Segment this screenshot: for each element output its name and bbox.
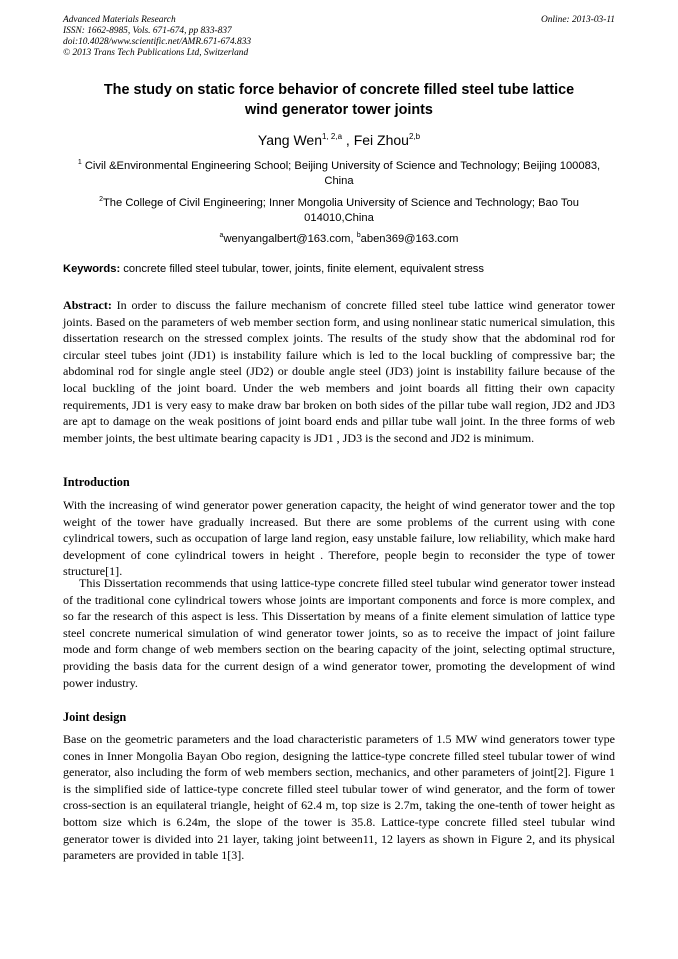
affiliation-2 [63,192,615,226]
keywords-text: concrete filled steel tubular, tower, joints, finite element, equivalent stress [120,263,484,275]
author-separator: , [342,132,354,148]
affiliation-1-mark: 1 [77,159,82,166]
abstract-text: In order to discuss the failure mechanism of concrete filled steel tube lattice wind generator tower joints. Based on the parameters of web member section form, and using nonlinear static numerical simulation, this dissertation research on the stressed complex joints. The results of the study show that the abdominal rod for circular steel tubes joint (JD1) is instability failure which is led to the local buckling of compressive bar; the abdominal rod for single angle steel (JD2) or double angle steel (JD3) joint is instability failure because of the local buckling of the joint board. Under the web members and joint boards all fitting their own capacity requirements, JD1 is very easy to make draw bar broken on both sides of the pillar tube wall region, JD2 and JD3 are apt to damage on the weak positions of joint board ends and pillar tube wall joint. In the three forms of web member joints, the best ultimate bearing capacity is JD1 , JD3 is the second and JD2 is minimum. [63,298,615,445]
journal-header [63,15,251,59]
abstract [63,297,615,446]
journal-name: Advanced Materials Research [63,15,176,25]
keywords-label: Keywords: [63,263,121,275]
copyright-line: © 2013 Trans Tech Publications Ltd, Switzerland [63,48,249,58]
doi-line: doi:10.4028/www.scientific.net/AMR.671-674.833 [63,37,252,47]
title-line-2: wind generator tower joints [245,102,433,118]
author-2: Fei Zhou [353,132,409,148]
keywords [63,262,615,277]
email-b-mark: b [356,232,361,239]
introduction-paragraph-1: With the increasing of wind generator power generation capacity, the height of wind generator tower and the top weight of the tower have gradually increased. But there are some problems of the current using with cone cylindrical towers, such as occupation of large land region, easy unstable failure, low reliability, which make hard development of cone cylindrical towers in height . Therefore, people begin to reconsider the type of tower structure[1]. [63,498,615,579]
author-1-affiliation-mark: 1, 2,a [322,132,343,141]
online-date: Online: 2013-03-11 [540,15,615,25]
issn-line: ISSN: 1662-8985, Vols. 671-674, pp 833-837 [63,26,232,36]
affiliation-2-mark: 2 [99,196,103,203]
title-line-1: The study on static force behavior of concrete filled steel tube lattice [103,82,575,98]
paper-title [63,80,615,120]
author-list [63,127,615,150]
email-a-mark: a [219,232,224,239]
affiliation-1-text: Civil &Environmental Engineering School; Beijing University of Science and Technology; Beijing 100083, China [81,160,601,187]
affiliation-2-text: The College of Civil Engineering; Inner Mongolia University of Science and Technology; Bao Tou 014010,China [102,197,579,224]
email-a[interactable]: wenyangalbert@163.com, [223,233,357,245]
joint-design-heading: Joint design [63,710,127,724]
author-emails [63,228,615,247]
email-b[interactable]: aben369@163.com [360,233,459,245]
introduction-heading: Introduction [63,475,130,489]
author-2-affiliation-mark: 2,b [408,132,421,141]
introduction-paragraph-2: This Dissertation recommends that using lattice-type concrete filled steel tubular wind generator tower instead of the traditional cone cylindrical towers whose joints are important components and force is more complex, and so far the research of this aspect is less. This Dissertation by means of a finite element simulation of lattice type steel concrete numerical simulation of wind generator tower joints, so as to receive the impact of joint failure mode and form change of web members section on the bearing capacity of the joint, selecting optimal structure, providing the basis data for the current design of a wind generator tower, promoting the development of wind power industry. [63,576,615,690]
affiliation-1 [63,155,615,189]
abstract-label: Abstract: [63,298,112,312]
joint-design-paragraph-1: Base on the geometric parameters and the load characteristic parameters of 1.5 MW wind generators tower type cones in Inner Mongolia Bayan Obo region, designing the lattice-type concrete filled steel tubular tower of wind generator, also including the form of web members section, mechanics, and other parameters of joint[2]. Figure 1 is the simplified side of lattice-type concrete filled steel tubular tower of wind generator, and the form of tower cross-section is an equilateral triangle, height of 62.4 m, top size is 2.7m, taking the one-tenth of tower height as bottom size which is 6.24m, the slope of the tower is 35.8. Lattice-type concrete filled steel tubular wind generator tower is divided into 21 layer, taking joint between11, 12 layers as shown in Figure 2, and its physical parameters are provided in table 1[3]. [63,732,615,863]
author-1: Yang Wen [257,132,323,148]
